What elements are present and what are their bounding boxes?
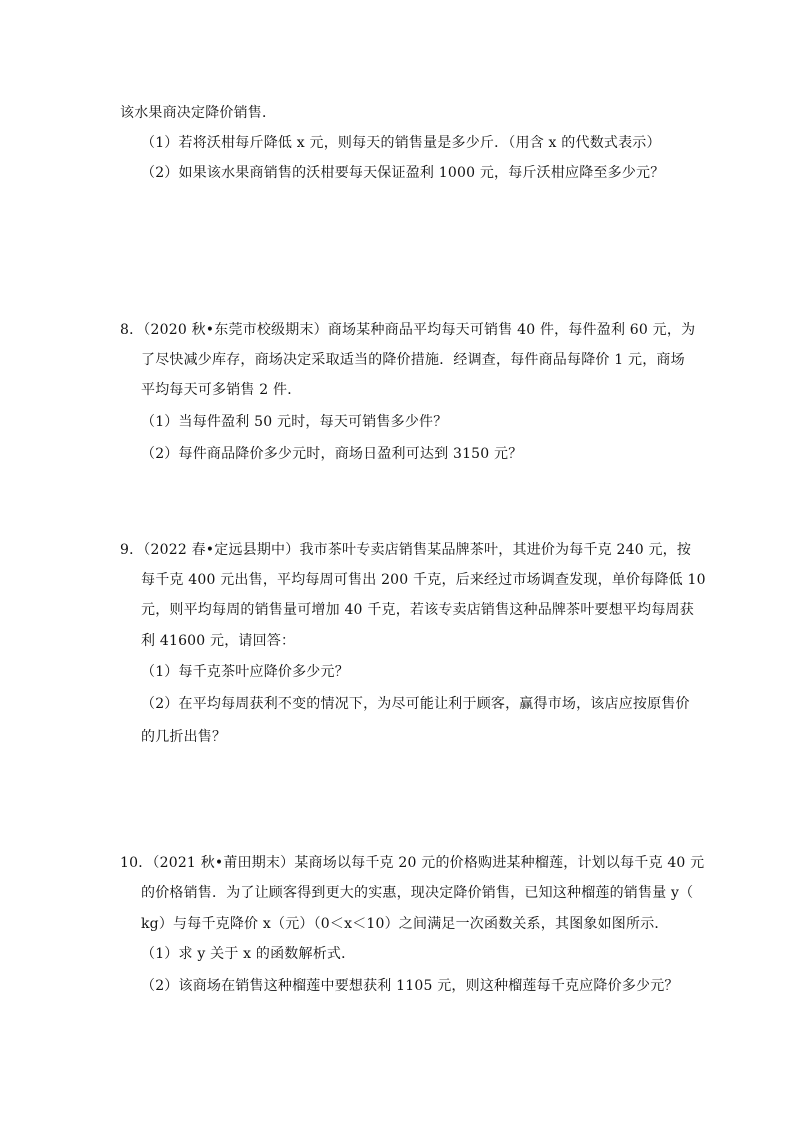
problem-10-sub-2: （2）该商场在销售这种榴莲中要想获利 1105 元，则这种榴莲每千克应降价多少元？ [141, 978, 679, 994]
problem-9-line-4: 利 41600 元，请回答： [141, 633, 296, 649]
problem-8-sub-2: （2）每件商品降价多少元时，商场日盈利可达到 3150 元？ [141, 446, 523, 462]
problem-9-line-3: 元，则平均每周的销售量可增加 40 千克，若该专卖店销售这种品牌茶叶要想平均每周获 [141, 602, 694, 618]
problem-10-line-1: 10．（2021 秋•莆田期末）某商场以每千克 20 元的价格购进某种榴莲，计划以每千克 40 元 [120, 855, 705, 871]
problem-10-line-3: kg）与每千克降价 x（元）（0＜x＜10）之间满足一次函数关系，其图象如图所示． [141, 916, 669, 932]
problem-8-line-1: 8．（2020 秋•东莞市校级期末）商场某种商品平均每天可销售 40 件，每件盈利 60 元，为 [120, 322, 696, 338]
problem-8-line-3: 平均每天可多销售 2 件． [141, 382, 302, 398]
problem-9-sub-2-line-1: （2）在平均每周获利不变的情况下，为尽可能让利于顾客，赢得市场，该店应按原售价 [141, 696, 690, 712]
problem-9-line-1: 9．（2022 春•定远县期中）我市茶叶专卖店销售某品牌茶叶，其进价为每千克 240 元，按 [120, 542, 692, 558]
sub-question-1: （1）若将沃柑每斤降低 x 元，则每天的销售量是多少斤．（用含 x 的代数式表示） [141, 135, 661, 151]
problem-9-sub-1: （1）每千克茶叶应降价多少元？ [141, 664, 349, 680]
problem-8-line-2: 了尽快减少库存，商场决定采取适当的降价措施．经调查，每件商品每降价 1 元，商场 [141, 352, 685, 368]
sub-question-2: （2）如果该水果商销售的沃柑要每天保证盈利 1000 元，每斤沃柑应降至多少元？ [141, 165, 665, 181]
problem-9-sub-2-line-2: 的几折出售？ [141, 729, 227, 745]
problem-10-line-2: 的价格销售．为了让顾客得到更大的实惠，现决定降价销售，已知这种榴莲的销售量 y（ [141, 885, 694, 901]
continuation-text: 该水果商决定降价销售． [120, 105, 277, 121]
problem-10-sub-1: （1）求 y 关于 x 的函数解析式． [141, 946, 356, 962]
problem-9-line-2: 每千克 400 元出售，平均每周可售出 200 千克，后来经过市场调查发现，单价每降低 10 [141, 572, 706, 588]
problem-8-sub-1: （1）当每件盈利 50 元时，每天可销售多少件？ [141, 414, 448, 430]
